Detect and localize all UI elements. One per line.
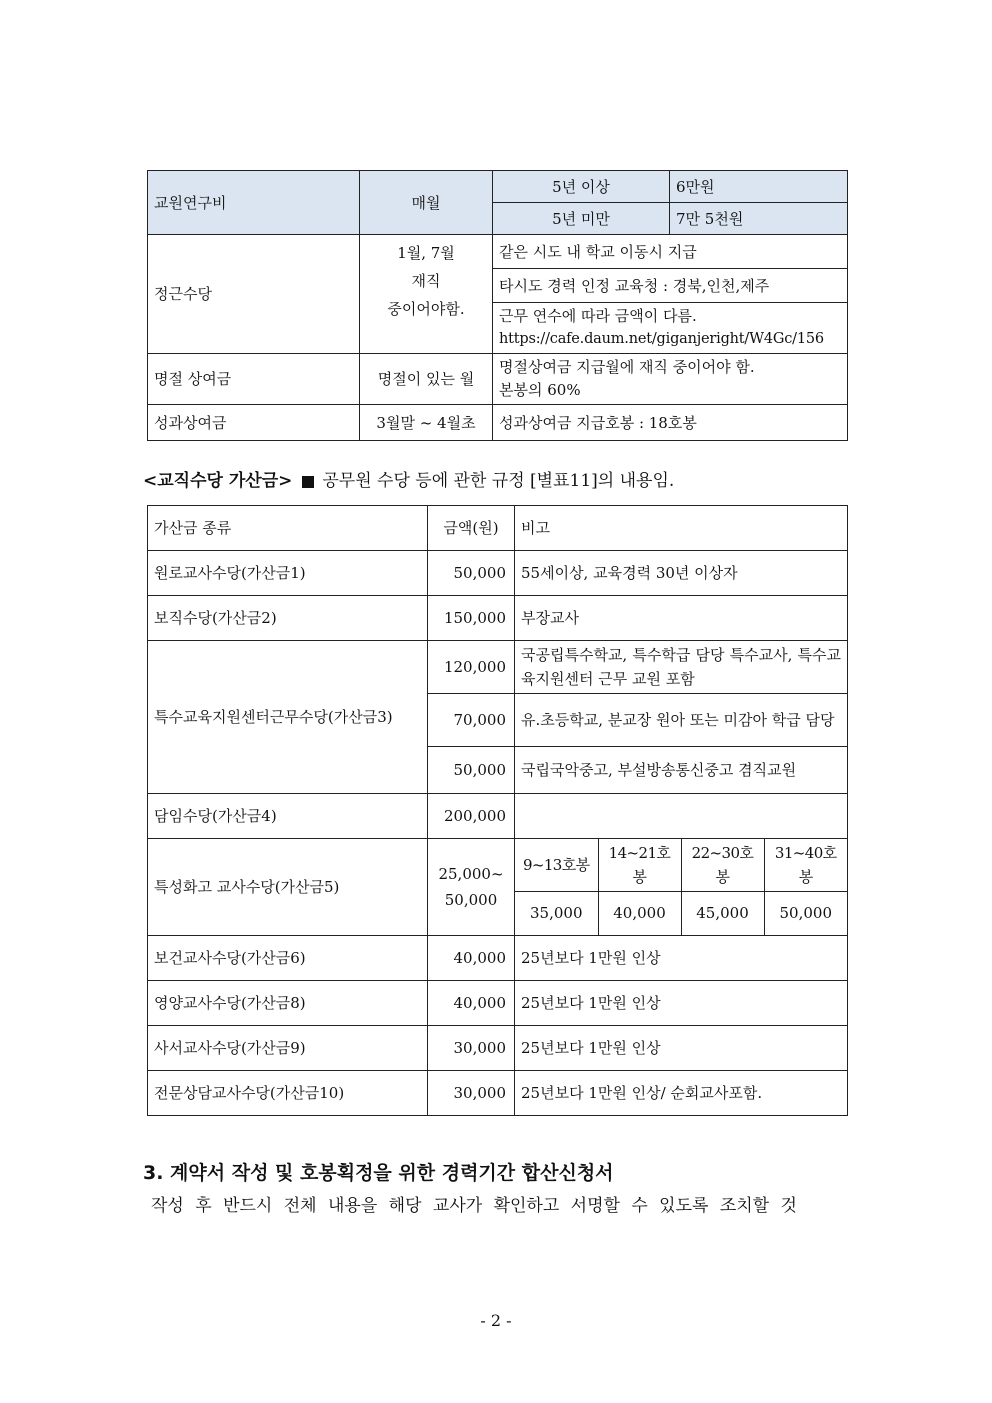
grade-label: 14~21호봉 <box>598 839 681 892</box>
performance-period: 3월말 ~ 4월초 <box>360 405 493 441</box>
longevity-period <box>360 235 493 354</box>
amount-line: 25,000~ <box>438 864 504 883</box>
research-amount: 7만 5천원 <box>670 203 848 235</box>
research-cond: 5년 미만 <box>493 203 670 235</box>
research-name: 교원연구비 <box>148 171 360 235</box>
bonus-amount: 30,000 <box>428 1070 515 1115</box>
note-line: 근무 연수에 따라 금액이 다름. <box>499 307 697 325</box>
bonus-note: 25년보다 1만원 인상 <box>515 1025 848 1070</box>
section3-body: 작성 후 반드시 전체 내용을 해당 교사가 확인하고 서명할 수 있도록 조치할 것 <box>151 1196 797 1216</box>
grade-table-cell <box>515 839 848 936</box>
research-period: 매월 <box>360 171 493 235</box>
research-cond: 5년 이상 <box>493 171 670 203</box>
note-line: 본봉의 60% <box>499 381 581 399</box>
grade-value: 50,000 <box>764 892 847 935</box>
bonus-name: 사서교사수당(가산금9) <box>148 1025 428 1070</box>
bonus-name: 보직수당(가산금2) <box>148 596 428 641</box>
bonus-amount: 120,000 <box>428 641 515 694</box>
holiday-period: 명절이 있는 월 <box>360 354 493 405</box>
bonus-name: 특성화고 교사수당(가산금5) <box>148 839 428 936</box>
period-line: 재직 <box>411 272 441 290</box>
bonus-amount: 50,000 <box>428 747 515 794</box>
grade-label: 31~40호봉 <box>764 839 847 892</box>
period-line: 1월, 7월 <box>397 244 455 262</box>
grade-label: 9~13호봉 <box>515 839 598 892</box>
grade-label: 22~30호봉 <box>681 839 764 892</box>
bonus-table <box>147 505 848 1116</box>
bonus-amount: 50,000 <box>428 551 515 596</box>
bonus-note: 55세이상, 교육경력 30년 이상자 <box>515 551 848 596</box>
bonus-note: 25년보다 1만원 인상 <box>515 935 848 980</box>
bonus-amount: 200,000 <box>428 794 515 839</box>
grade-value: 45,000 <box>681 892 764 935</box>
longevity-name: 정근수당 <box>148 235 360 354</box>
period-line: 중이어야함. <box>387 300 465 318</box>
bonus-note: 국립국악중고, 부설방송통신중고 겸직교원 <box>515 747 848 794</box>
bonus-amount: 150,000 <box>428 596 515 641</box>
grade-value: 35,000 <box>515 892 598 935</box>
header-type: 가산금 종류 <box>148 506 428 551</box>
grade-table <box>515 839 847 935</box>
bonus-note: 국공립특수학교, 특수학급 담당 특수교사, 특수교육지원센터 근무 교원 포함 <box>515 641 848 694</box>
bonus-note: 25년보다 1만원 인상/ 순회교사포함. <box>515 1070 848 1115</box>
bonus-name: 원로교사수당(가산금1) <box>148 551 428 596</box>
bonus-name: 특수교육지원센터근무수당(가산금3) <box>148 641 428 794</box>
holiday-note <box>493 354 848 405</box>
url-text: https://cafe.daum.net/giganjeright/W4Gc/156 <box>499 331 824 347</box>
header-amount: 금액(원) <box>428 506 515 551</box>
bonus-note: 유.초등학교, 분교장 원아 또는 미감아 학급 담당 <box>515 694 848 747</box>
longevity-note: 같은 시도 내 학교 이동시 지급 <box>493 235 848 269</box>
bonus-note <box>515 794 848 839</box>
amount-line: 50,000 <box>444 890 498 909</box>
bonus-amount: 40,000 <box>428 935 515 980</box>
bonus-name: 보건교사수당(가산금6) <box>148 935 428 980</box>
holiday-name: 명절 상여금 <box>148 354 360 405</box>
section-heading-title: <교직수당 가산금> <box>143 471 293 491</box>
bonus-name: 전문상담교사수당(가산금10) <box>148 1070 428 1115</box>
performance-name: 성과상여금 <box>148 405 360 441</box>
research-amount: 6만원 <box>670 171 848 203</box>
header-note: 비고 <box>515 506 848 551</box>
allowance-table <box>147 170 848 441</box>
bonus-amount: 70,000 <box>428 694 515 747</box>
bonus-note: 25년보다 1만원 인상 <box>515 980 848 1025</box>
bonus-name: 담임수당(가산금4) <box>148 794 428 839</box>
section-heading-text: 공무원 수당 등에 관한 규정 [별표11]의 내용임. <box>322 471 675 491</box>
bonus-note: 부장교사 <box>515 596 848 641</box>
section3-title: 3. 계약서 작성 및 호봉획정을 위한 경력기간 합산신청서 <box>143 1162 614 1184</box>
page-number: - 2 - <box>480 1311 512 1330</box>
note-line: 명절상여금 지급월에 재직 중이어야 함. <box>499 358 755 376</box>
black-square-icon <box>302 476 314 488</box>
bonus-amount: 40,000 <box>428 980 515 1025</box>
longevity-note: 타시도 경력 인정 교육청 : 경북,인천,제주 <box>493 269 848 303</box>
bonus-amount: 30,000 <box>428 1025 515 1070</box>
bonus-name: 영양교사수당(가산금8) <box>148 980 428 1025</box>
grade-value: 40,000 <box>598 892 681 935</box>
bonus-amount <box>428 839 515 936</box>
performance-note: 성과상여금 지급호봉 : 18호봉 <box>493 405 848 441</box>
longevity-note <box>493 303 848 354</box>
section-heading <box>143 466 674 491</box>
